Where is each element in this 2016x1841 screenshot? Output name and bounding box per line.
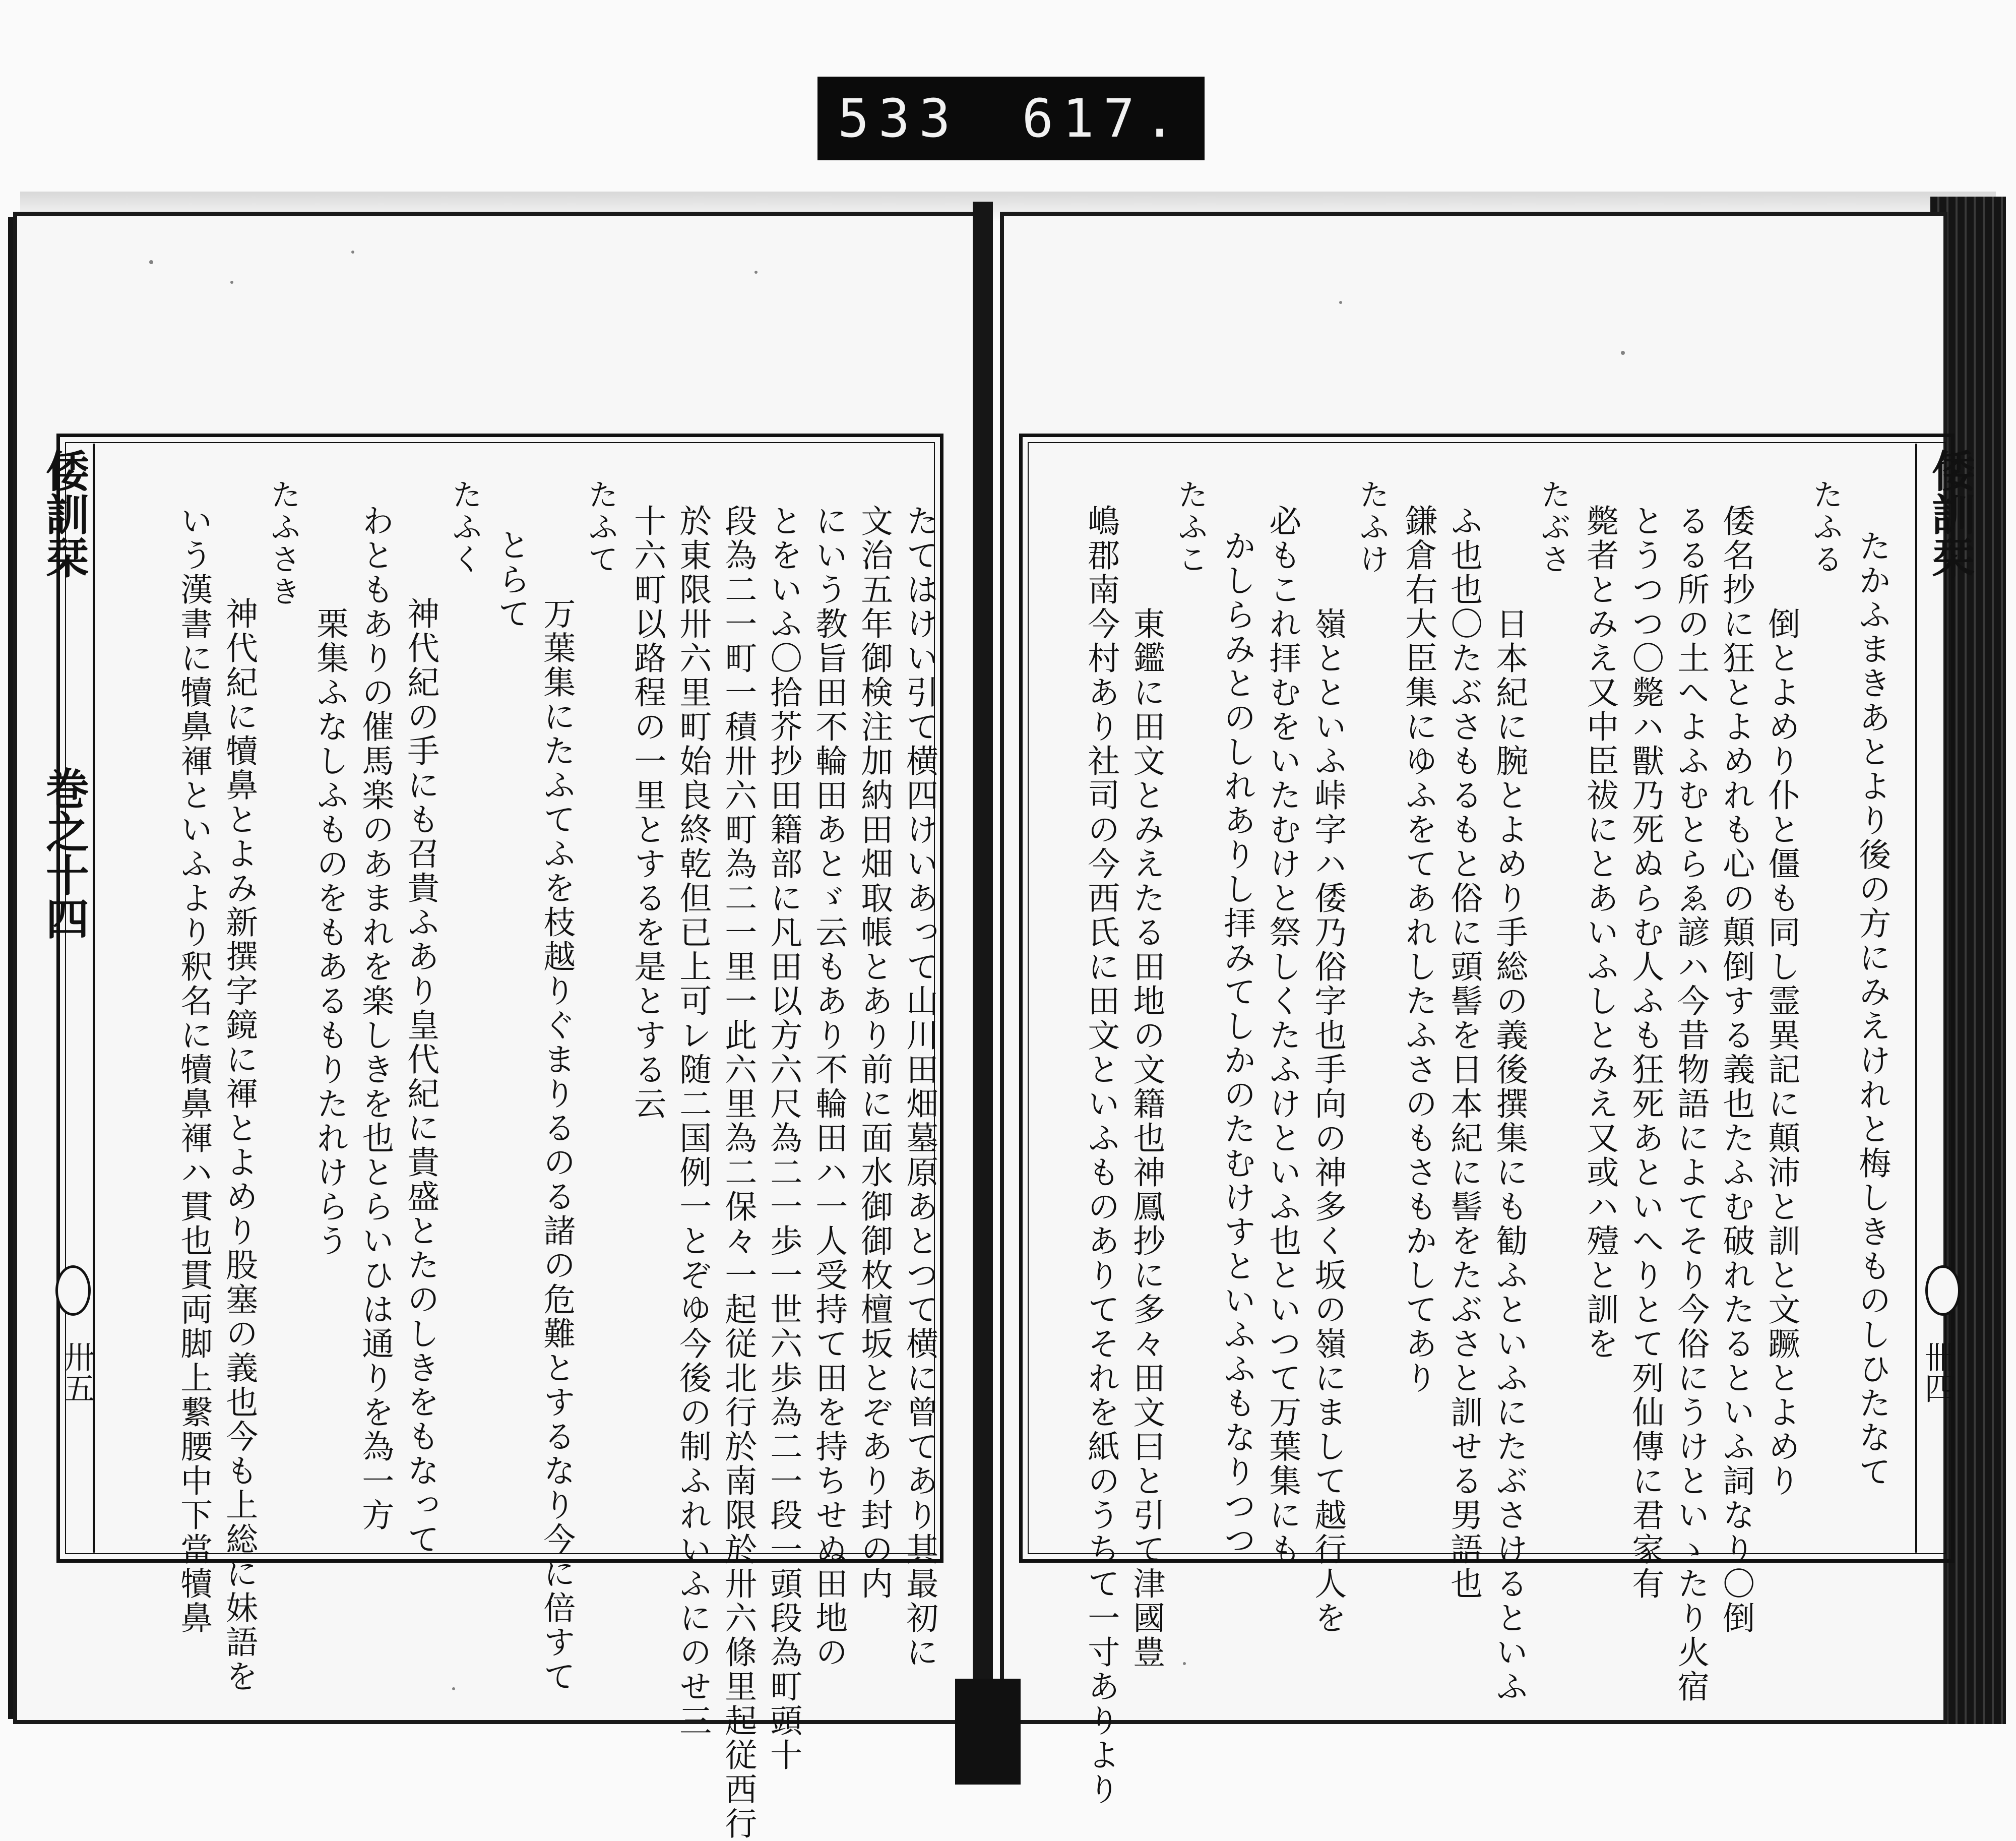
left-column-2: 文治五年御検注加納田畑取帳とあり前に面水御御枚檀坂とぞあり封の内 bbox=[855, 504, 893, 1601]
left-column-9: 万葉集にたふてふを枝越りぐまりるのる諸の危難とするなり今に倍すて bbox=[538, 494, 576, 1694]
right-column-6: とうつつ〇斃ハ獸乃死ぬらむ人ふも狂死あといへりとて列仙傳に君家有 bbox=[1626, 504, 1664, 1601]
right-column-17: 東鑑に田文とみえたる田地の文籍也神鳳抄に多々田文曰と引て津國豊 bbox=[1127, 504, 1165, 1670]
binding-hole-icon bbox=[55, 1265, 91, 1316]
right-column-9: 日本紀に腕とよめり手総の義後撰集にも勧ふといふにたぶさけるといふ bbox=[1490, 504, 1528, 1704]
left-hashira-title: 倭訓栞 bbox=[38, 449, 89, 579]
left-column-16: 神代紀に犢鼻とよみ新撰字鏡に褌とよめり股塞の義也今も上総に妹語を bbox=[220, 494, 258, 1694]
right-column-7: 斃者とみえ又中臣祓にとあいふしとみえ又或ハ殪と訓を bbox=[1581, 504, 1619, 1361]
left-column-12: 神代紀の手にも召貴ふあり皇代紀に貴盛とたのしきをもなって bbox=[402, 494, 439, 1557]
right-column-13: 嶺とといふ峠字ハ倭乃俗字也手向の神多く坂の嶺にまして越行人を bbox=[1309, 504, 1347, 1635]
left-hashira-volume: 巻之十四 bbox=[38, 766, 89, 940]
right-column-10: ふ也也〇たぶさもるもと俗に頭髻を日本紀に髻をたぶさと訓せる男語也 bbox=[1445, 504, 1483, 1601]
left-column-17: いう漢書に犢鼻褌といふより釈名に犢鼻褌ハ貫也貫両脚上繋腰中下當犢鼻 bbox=[175, 504, 213, 1635]
left-column-13: わともありの催馬楽のあまれを楽しきを也とらいひは通りを為一方 bbox=[356, 504, 394, 1532]
right-heading-tafuke: たふけ bbox=[1354, 479, 1390, 576]
right-column-18: 嶋郡南今村あり社司の今西氏に田文といふものありてそれを紙のうちて一寸ありより bbox=[1082, 504, 1120, 1807]
left-column-3: にいう教旨田不輪田あとゞ云もあり不輪田ハ一人受持て田を持ちせぬ田地の bbox=[810, 504, 848, 1670]
book-spine bbox=[973, 202, 993, 1734]
right-column-4: 倭名抄に狂とよめれも心の顛倒する義也たふむ破れたるといふ詞なり〇倒 bbox=[1717, 504, 1755, 1635]
left-page-number: 卅五 bbox=[58, 1341, 95, 1403]
right-page-number: 卌四 bbox=[1919, 1341, 1956, 1403]
left-column-7: 十六町以路程の一里とするを是とする云 bbox=[628, 504, 666, 1121]
left-column-10: とらて bbox=[492, 494, 530, 631]
left-column-4: とをいふ〇拾芥抄田籍部に凡田以方六尺為二一歩一世六歩為二一段一頭段為町頭十 bbox=[765, 504, 802, 1772]
scan-number-label bbox=[817, 77, 1205, 160]
left-heading-tafusaki: たふさき bbox=[266, 479, 301, 608]
binding-hole-icon bbox=[1925, 1265, 1961, 1316]
scan-number-right: 617. bbox=[1022, 88, 1184, 149]
right-column-14: 必もこれ拝むをいたむけと祭しくたふけといふ也といつて万葉集にも bbox=[1264, 504, 1301, 1567]
left-heading-tafuku: たふく bbox=[447, 479, 482, 576]
right-column-3: 倒とよめり仆と僵も同し霊異記に顛沛と訓と文蹶とよめり bbox=[1762, 504, 1800, 1498]
left-column-14: 栗集ふなしふものをもあるもりたれけらう bbox=[311, 504, 349, 1258]
right-heading-tabusa: たぶさ bbox=[1536, 479, 1571, 576]
left-column-5: 段為二一町一積卅六町為二一里一此六里為二保々一起従北行於南限於卅六條里起従西行 bbox=[719, 504, 757, 1841]
right-column-15: かしらみとのしれありし拝みてしかのたむけすといふふもなりつつ bbox=[1218, 529, 1256, 1558]
bottom-tab-right bbox=[990, 1679, 1021, 1785]
left-column-6: 於東限卅六里町始良終乾但已上可レ随二国例一とぞゆ今後の制ふれいふにのせ三 bbox=[674, 504, 712, 1738]
right-column-11: 鎌倉右大臣集にゆふをてあれしたふさのもさもかしてあり bbox=[1400, 504, 1437, 1395]
right-column-5: るる所の土へよふむとらゑ諺ハ今昔物語によてそり今俗にうけといゝたり火宿 bbox=[1672, 504, 1710, 1704]
left-column-1: たてはけい引て横四けいあって山川田畑墓原あとつて横に曾てあり其最初に bbox=[901, 504, 938, 1670]
right-heading-taforu: たふる bbox=[1808, 479, 1843, 576]
right-column-1: たかふまきあとより後の方にみえけれと梅しきものしひたなて bbox=[1853, 529, 1891, 1489]
right-heading-tafuko: たふこ bbox=[1173, 479, 1208, 576]
right-hashira-title: 倭訓栞 bbox=[1924, 449, 1975, 579]
scan-number-left: 533 bbox=[838, 88, 960, 149]
left-heading-tafute: たふて bbox=[583, 479, 618, 576]
bottom-tab-left bbox=[955, 1679, 990, 1785]
